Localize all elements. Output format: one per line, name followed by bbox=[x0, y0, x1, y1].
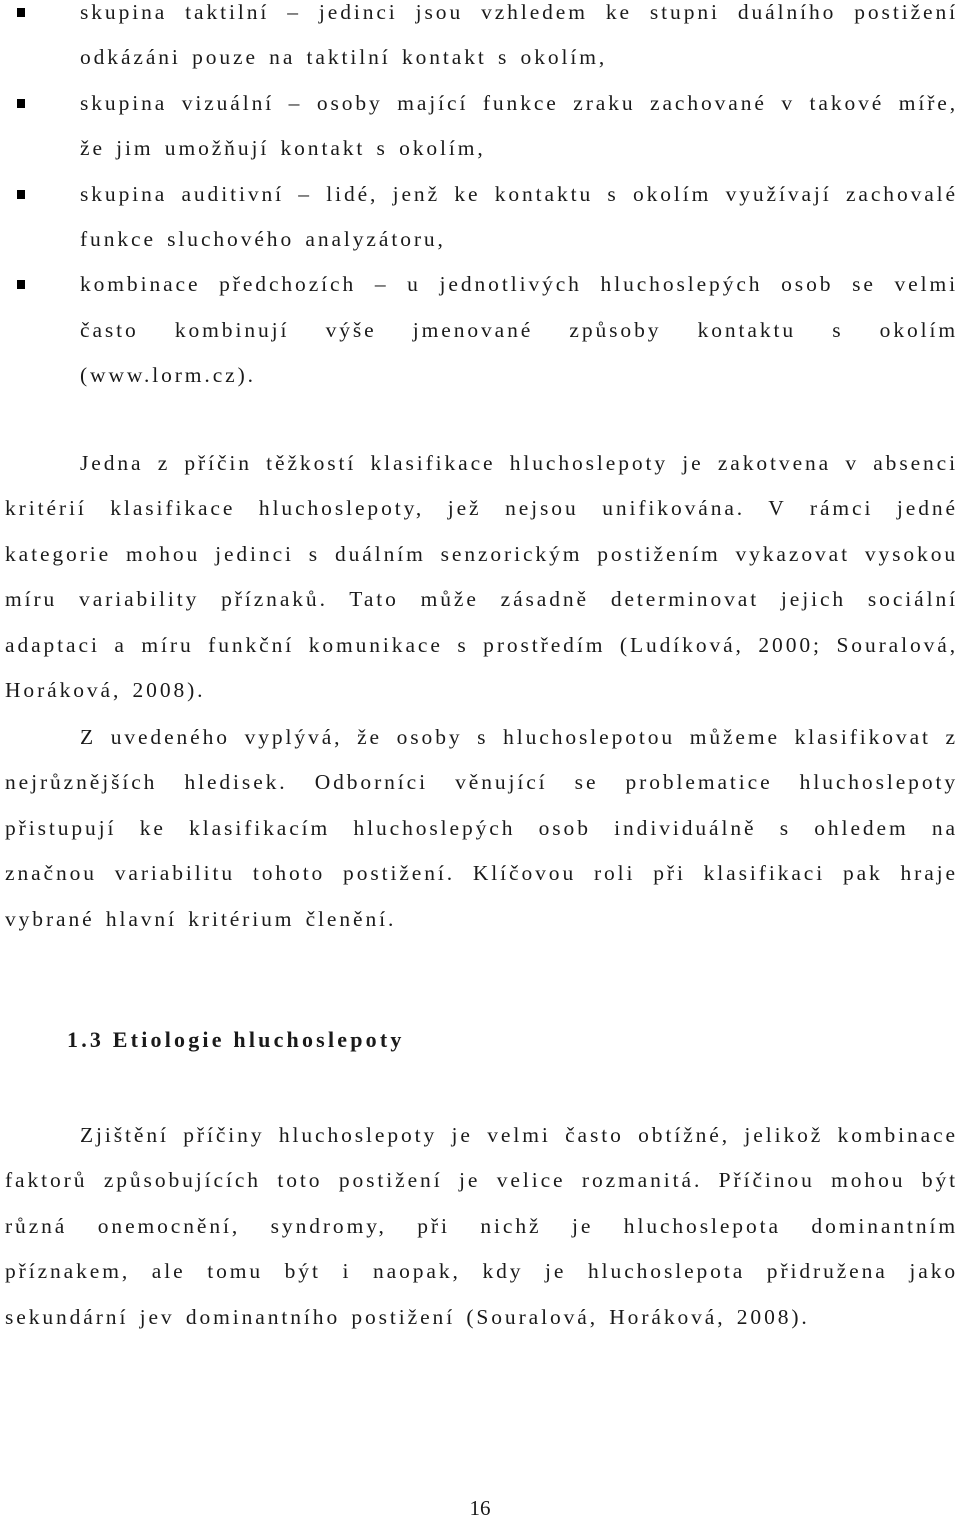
square-bullet-icon bbox=[17, 99, 25, 108]
square-bullet-icon bbox=[17, 190, 25, 199]
square-bullet-icon bbox=[17, 8, 25, 17]
page-number: 16 bbox=[469, 1496, 491, 1520]
list-item bbox=[0, 172, 960, 263]
section-heading: 1.3 Etiologie hluchoslepoty bbox=[67, 1027, 405, 1052]
list-item-text: skupina taktilní – jedinci jsou vzhledem ke stupni duálního postižení odkázáni pouze na taktilní kontakt s okolím, bbox=[80, 0, 958, 70]
paragraph-conclusion: Z uvedeného vyplývá, že osoby s hluchoslepotou můžeme klasifikovat z nejrůznějších hledisek. Odborníci věnující se problematice hluchoslepoty přistupují ke klasifikacím hluchoslepých osob individuálně s ohledem na značnou variabilitu tohoto postižení. Klíčovou roli při klasifikaci pak hraje vybrané hlavní kritérium členění. bbox=[5, 725, 958, 931]
list-item bbox=[0, 0, 960, 81]
list-item-text: kombinace předchozích – u jednotlivých hluchoslepých osob se velmi často kombinují výše jmenované způsoby kontaktu s okolím (www.lorm.cz). bbox=[80, 272, 958, 388]
list-item-text: skupina vizuální – osoby mající funkce zraku zachované v takové míře, že jim umožňují kontakt s okolím, bbox=[80, 90, 958, 161]
paragraph-etiology: Zjištění příčiny hluchoslepoty je velmi často obtížné, jelikož kombinace faktorů způsobujících toto postižení je velice rozmanitá. Příčinou mohou být různá onemocnění, syndromy, při nichž je hluchoslepota dominantním příznakem, ale tomu být i naopak, kdy je hluchoslepota přidružena jako sekundární jev dominantního postižení (Souralová, Horáková, 2008). bbox=[5, 1123, 958, 1329]
list-item bbox=[0, 262, 960, 398]
list-item-text: skupina auditivní – lidé, jenž ke kontaktu s okolím využívají zachovalé funkce sluchového analyzátoru, bbox=[80, 181, 958, 252]
bullet-list bbox=[0, 0, 960, 399]
square-bullet-icon bbox=[17, 280, 25, 289]
paragraph-classification: Jedna z příčin těžkostí klasifikace hluchoslepoty je zakotvena v absenci kritérií klasifikace hluchoslepoty, jež nejsou unifikována. V rámci jedné kategorie mohou jedinci s duálním senzorickým postižením vykazovat vysokou míru variability příznaků. Tato může zásadně determinovat jejich sociální adaptaci a míru funkční komunikace s prostředím (Ludíková, 2000; Souralová, Horáková, 2008). bbox=[5, 451, 958, 703]
list-item bbox=[0, 81, 960, 172]
